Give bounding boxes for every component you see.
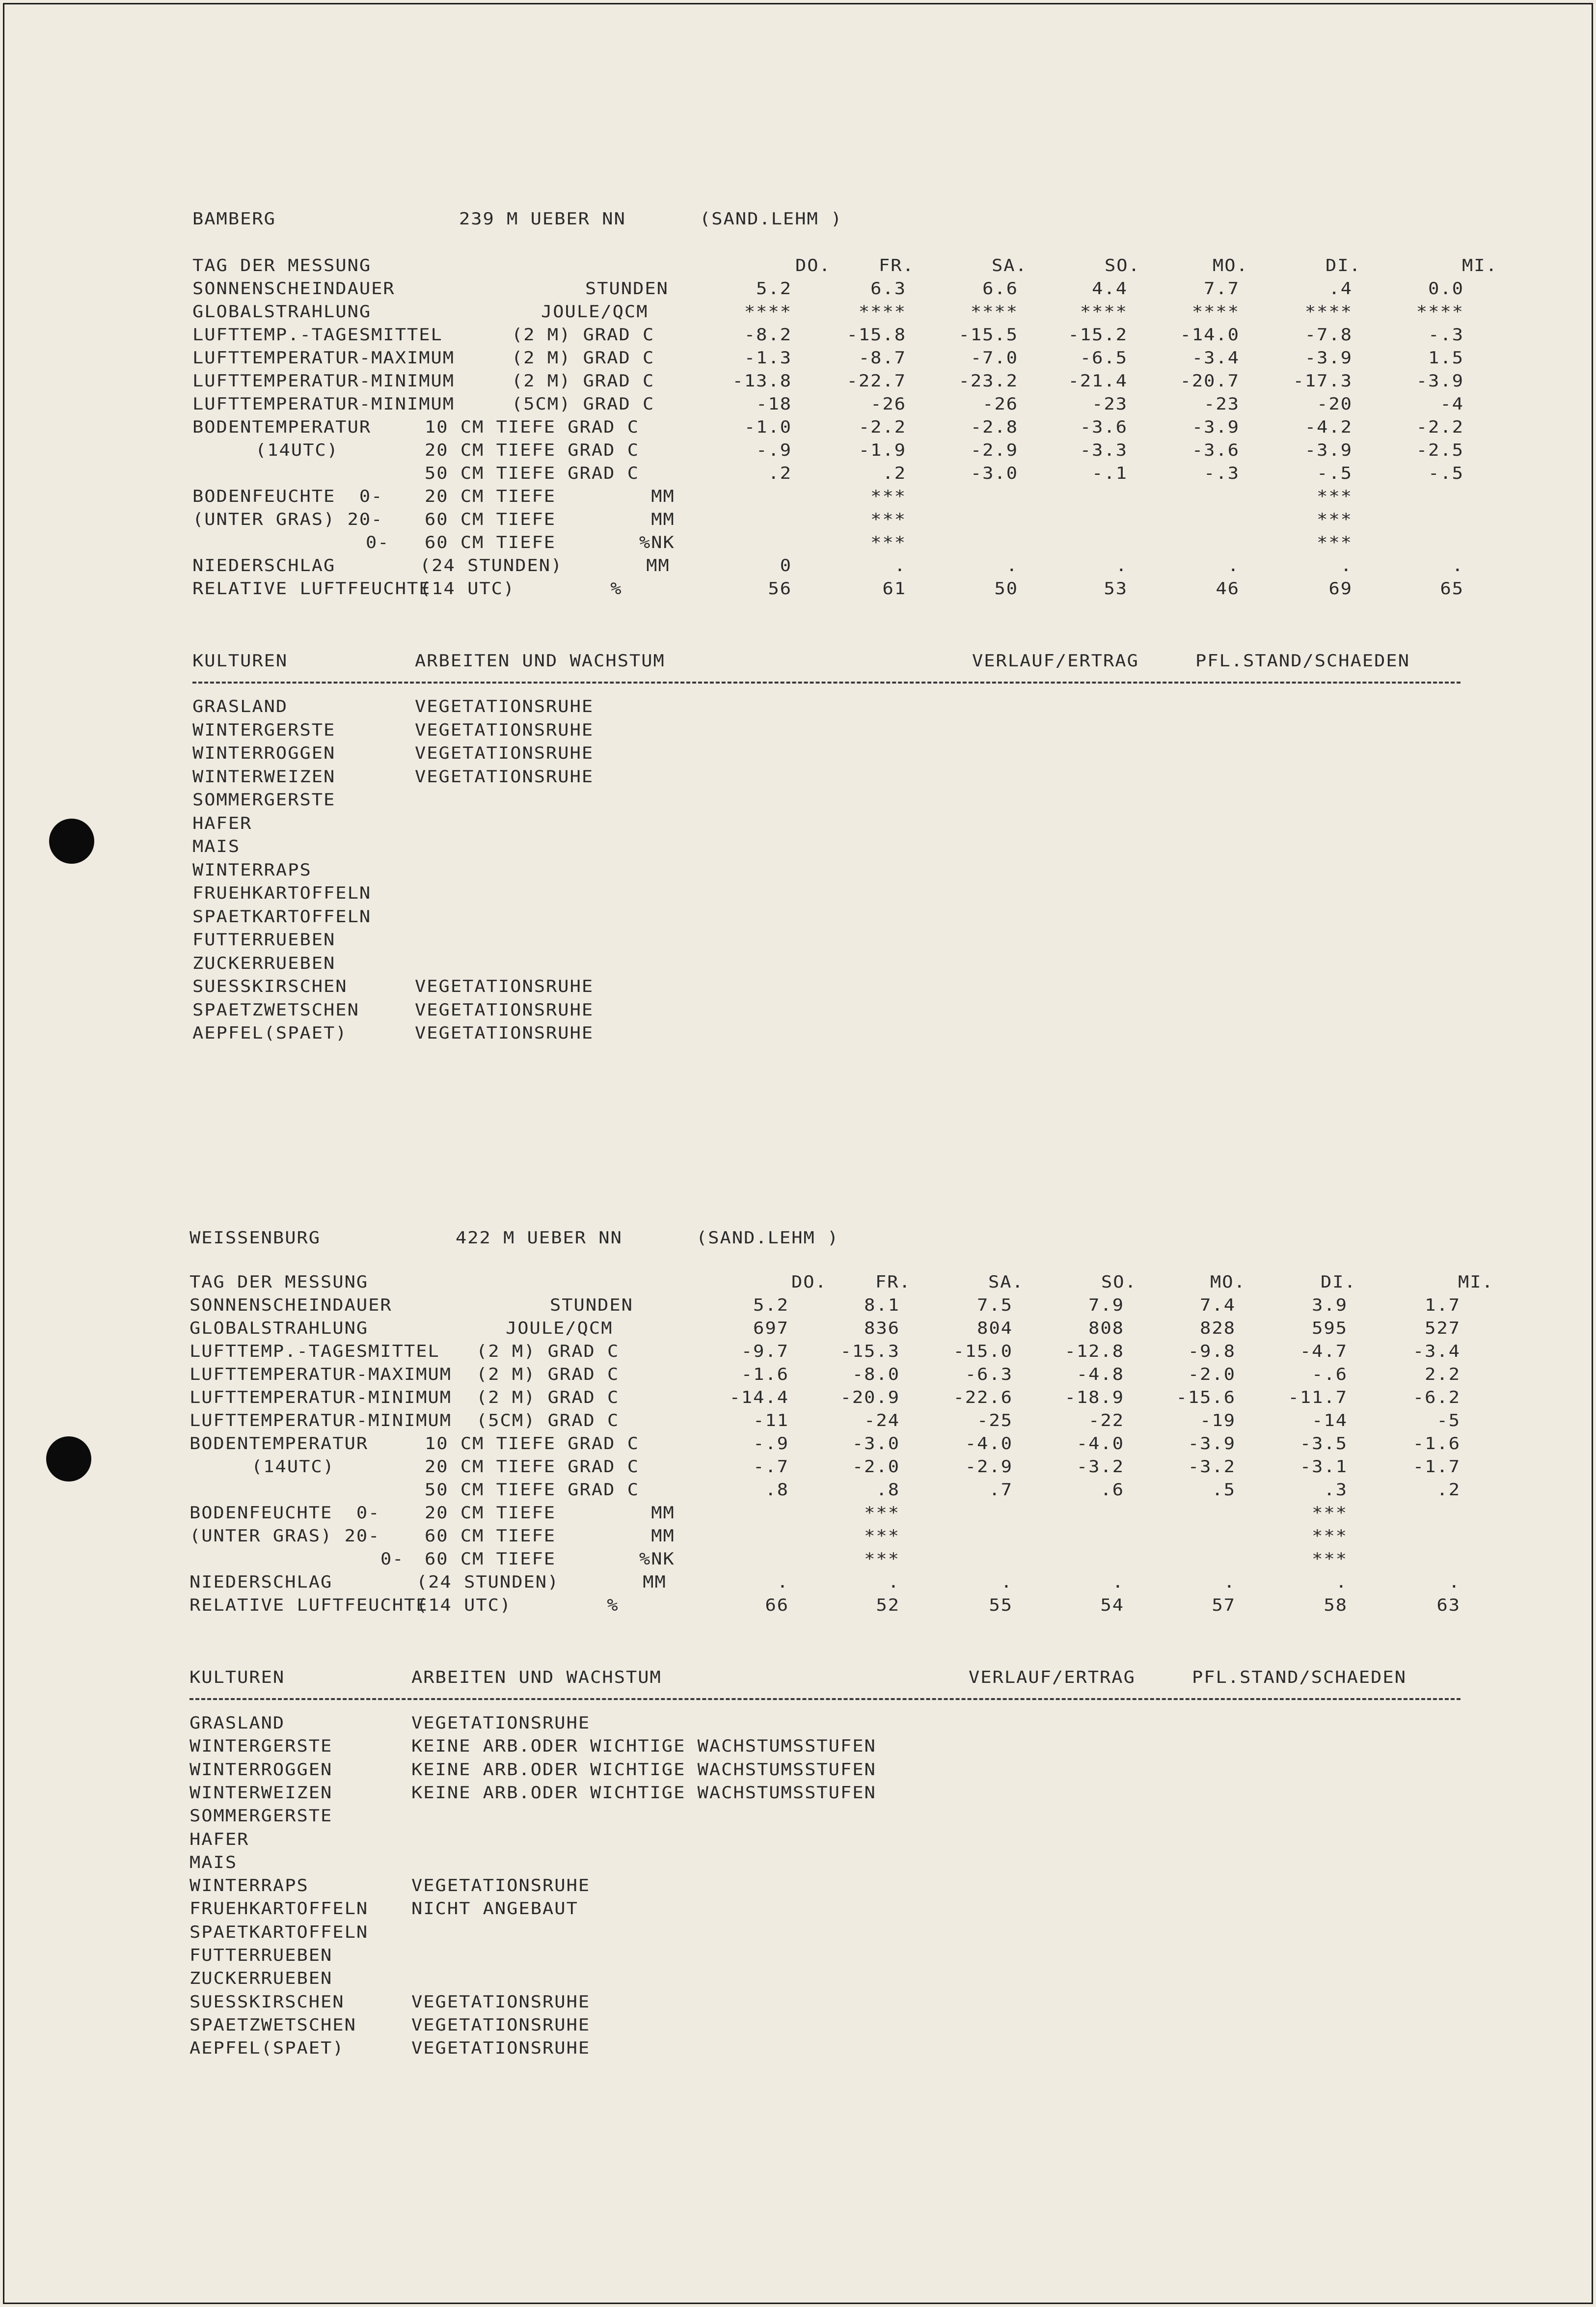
- value-cell: -15.0: [953, 1341, 1013, 1361]
- value-cell: -3.4: [1412, 1341, 1461, 1361]
- row-label: 0-: [366, 532, 390, 552]
- value-cell: -15.6: [1176, 1387, 1236, 1407]
- row-unit: (14 UTC) %: [416, 1595, 619, 1615]
- station-name: BAMBERG: [192, 209, 276, 229]
- row-label: GLOBALSTRAHLUNG: [192, 302, 372, 322]
- row-unit: 50 CM TIEFE GRAD C: [425, 1480, 639, 1500]
- value-cell: -19: [1200, 1410, 1236, 1430]
- row-label: BODENTEMPERATUR: [189, 1433, 369, 1454]
- value-cell: -23: [1204, 394, 1240, 414]
- crops-header-arbeiten: ARBEITEN UND WACHSTUM: [415, 651, 665, 671]
- value-cell: -3.4: [1191, 348, 1240, 368]
- row-unit: 60 CM TIEFE %NK: [425, 532, 675, 552]
- crop-name: FUTTERRUEBEN: [189, 1945, 333, 1965]
- value-cell: -1.6: [1412, 1433, 1461, 1454]
- value-cell: 66: [765, 1595, 789, 1615]
- value-cell: 7.7: [1204, 278, 1240, 299]
- value-cell: ***: [1312, 1503, 1348, 1523]
- value-cell: .: [1335, 1572, 1348, 1592]
- value-cell: -2.9: [970, 440, 1018, 460]
- value-cell: -6.5: [1080, 348, 1128, 368]
- dashed-rule: [189, 1698, 1461, 1700]
- row-unit: 60 CM TIEFE MM: [425, 1526, 675, 1546]
- value-cell: 808: [1088, 1318, 1124, 1338]
- station-name: WEISSENBURG: [189, 1228, 321, 1248]
- row-label: (UNTER GRAS) 20-: [189, 1526, 380, 1546]
- value-cell: -18.9: [1064, 1387, 1124, 1407]
- crops-header-kulturen: KULTUREN: [192, 651, 288, 671]
- value-cell: .: [1340, 555, 1353, 576]
- value-cell: -11.7: [1288, 1387, 1348, 1407]
- crop-name: SOMMERGERSTE: [189, 1806, 333, 1826]
- row-unit: (2 M) GRAD C: [476, 1387, 620, 1407]
- station-soil: (SAND.LEHM ): [700, 209, 843, 229]
- value-cell: 7.9: [1088, 1295, 1124, 1315]
- station-soil: (SAND.LEHM ): [696, 1228, 839, 1248]
- value-cell: ***: [1317, 532, 1353, 552]
- value-cell: -1.6: [741, 1364, 789, 1384]
- value-cell: -.9: [756, 440, 792, 460]
- row-label: GLOBALSTRAHLUNG: [189, 1318, 369, 1338]
- crop-status: VEGETATIONSRUHE: [415, 696, 594, 716]
- crop-status: VEGETATIONSRUHE: [415, 1000, 594, 1019]
- value-cell: -2.0: [852, 1456, 900, 1477]
- value-cell: 50: [994, 578, 1018, 599]
- value-cell: 61: [882, 578, 906, 599]
- crop-name: SPAETKARTOFFELN: [192, 906, 372, 926]
- crops-header-pflstand: PFL.STAND/SCHAEDEN: [1192, 1667, 1407, 1687]
- value-cell: .: [894, 555, 906, 576]
- crop-status: VEGETATIONSRUHE: [415, 767, 594, 786]
- value-cell: .: [1115, 555, 1128, 576]
- row-label: BODENTEMPERATUR: [192, 417, 372, 437]
- value-cell: -.5: [1317, 463, 1353, 483]
- value-cell: -4.0: [1076, 1433, 1124, 1454]
- value-cell: -14.4: [729, 1387, 789, 1407]
- value-cell: -2.8: [970, 417, 1018, 437]
- value-cell: ***: [870, 532, 906, 552]
- value-cell: -4.7: [1299, 1341, 1348, 1361]
- crops-header-verlauf: VERLAUF/ERTRAG: [969, 1667, 1136, 1687]
- row-unit: 60 CM TIEFE MM: [425, 509, 675, 529]
- crop-name: HAFER: [192, 813, 252, 833]
- value-cell: -4.2: [1304, 417, 1353, 437]
- value-cell: -15.5: [958, 325, 1018, 345]
- value-cell: 6.3: [870, 278, 906, 299]
- value-cell: -20.9: [840, 1387, 900, 1407]
- value-cell: -26: [870, 394, 906, 414]
- crop-status: VEGETATIONSRUHE: [411, 1713, 591, 1733]
- day-header-6: MI.: [1458, 1272, 1494, 1292]
- crop-name: HAFER: [189, 1829, 249, 1849]
- day-header-1: FR.: [879, 255, 915, 275]
- value-cell: 56: [768, 578, 792, 599]
- punch-hole-bottom: [46, 1436, 91, 1482]
- day-header-4: MO.: [1210, 1272, 1246, 1292]
- value-cell: 8.1: [864, 1295, 900, 1315]
- crop-status: NICHT ANGEBAUT: [411, 1899, 578, 1919]
- crop-name: MAIS: [189, 1852, 238, 1872]
- row-label: (UNTER GRAS) 20-: [192, 509, 383, 529]
- row-label: LUFTTEMP.-TAGESMITTEL: [192, 325, 443, 345]
- value-cell: 836: [864, 1318, 900, 1338]
- row-label: LUFTTEMPERATUR-MINIMUM: [192, 394, 455, 414]
- row-unit: (24 STUNDEN) MM: [416, 1572, 667, 1592]
- value-cell: -25: [977, 1410, 1013, 1430]
- value-cell: .8: [876, 1480, 900, 1500]
- value-cell: -14: [1312, 1410, 1348, 1430]
- value-cell: 804: [977, 1318, 1013, 1338]
- row-unit: JOULE/QCM: [506, 1318, 613, 1338]
- value-cell: -2.5: [1416, 440, 1464, 460]
- value-cell: -3.2: [1076, 1456, 1124, 1477]
- row-label: BODENFEUCHTE 0-: [189, 1503, 380, 1523]
- value-cell: 7.4: [1200, 1295, 1236, 1315]
- crop-name: MAIS: [192, 836, 241, 856]
- value-cell: -3.6: [1080, 417, 1128, 437]
- value-cell: ****: [744, 302, 792, 322]
- day-header-2: SA.: [992, 255, 1028, 275]
- value-cell: -9.8: [1188, 1341, 1236, 1361]
- value-cell: -1.0: [744, 417, 792, 437]
- value-cell: -3.9: [1304, 348, 1353, 368]
- value-cell: -11: [753, 1410, 789, 1430]
- value-cell: -1.3: [744, 348, 792, 368]
- row-unit: STUNDEN: [585, 278, 669, 299]
- value-cell: 58: [1324, 1595, 1348, 1615]
- value-cell: -3.9: [1304, 440, 1353, 460]
- crop-status: KEINE ARB.ODER WICHTIGE WACHSTUMSSTUFEN: [411, 1783, 876, 1803]
- value-cell: 55: [989, 1595, 1013, 1615]
- value-cell: -22: [1088, 1410, 1124, 1430]
- value-cell: 2.2: [1425, 1364, 1461, 1384]
- value-cell: -21.4: [1068, 371, 1128, 391]
- value-cell: .: [1448, 1572, 1461, 1592]
- crop-status: VEGETATIONSRUHE: [415, 976, 594, 996]
- crops-header-verlauf: VERLAUF/ERTRAG: [972, 651, 1139, 671]
- crop-name: FRUEHKARTOFFELN: [192, 883, 372, 903]
- value-cell: -3.2: [1188, 1456, 1236, 1477]
- value-cell: -4.0: [965, 1433, 1013, 1454]
- crop-name: WINTERGERSTE: [189, 1736, 333, 1756]
- value-cell: -3.9: [1191, 417, 1240, 437]
- crop-name: FRUEHKARTOFFELN: [189, 1899, 369, 1919]
- row-label: BODENFEUCHTE 0-: [192, 486, 383, 506]
- value-cell: -.3: [1428, 325, 1464, 345]
- value-cell: -24: [864, 1410, 900, 1430]
- value-cell: ****: [1304, 302, 1353, 322]
- day-header-5: DI.: [1321, 1272, 1356, 1292]
- crop-name: SUESSKIRSCHEN: [189, 1992, 345, 2012]
- value-cell: -3.3: [1080, 440, 1128, 460]
- value-cell: -4: [1440, 394, 1464, 414]
- row-label: 0-: [380, 1549, 405, 1569]
- value-cell: -7.0: [970, 348, 1018, 368]
- row-unit: 20 CM TIEFE MM: [425, 486, 675, 506]
- row-label: LUFTTEMPERATUR-MAXIMUM: [189, 1364, 452, 1384]
- row-unit: (2 M) GRAD C: [512, 325, 655, 345]
- crop-name: SUESSKIRSCHEN: [192, 976, 348, 996]
- value-cell: 63: [1436, 1595, 1461, 1615]
- value-cell: -15.2: [1068, 325, 1128, 345]
- value-cell: ***: [1317, 486, 1353, 506]
- row-unit: 20 CM TIEFE GRAD C: [425, 1456, 639, 1477]
- value-cell: 4.4: [1092, 278, 1128, 299]
- value-cell: ****: [970, 302, 1018, 322]
- value-cell: -18: [756, 394, 792, 414]
- value-cell: 0: [780, 555, 792, 576]
- value-cell: -.3: [1204, 463, 1240, 483]
- crop-name: ZUCKERRUEBEN: [192, 953, 336, 973]
- crops-header-pflstand: PFL.STAND/SCHAEDEN: [1195, 651, 1410, 671]
- day-header-0: DO.: [791, 1272, 827, 1292]
- value-cell: .: [888, 1572, 900, 1592]
- value-cell: -6.3: [965, 1364, 1013, 1384]
- row-unit: 50 CM TIEFE GRAD C: [425, 463, 639, 483]
- crop-status: VEGETATIONSRUHE: [411, 2038, 591, 2058]
- row-label: NIEDERSCHLAG: [192, 555, 336, 576]
- crop-name: WINTERWEIZEN: [189, 1783, 333, 1803]
- day-header-3: SO.: [1105, 255, 1140, 275]
- value-cell: -2.2: [858, 417, 906, 437]
- value-cell: -.9: [753, 1433, 789, 1454]
- crop-name: WINTERWEIZEN: [192, 767, 336, 786]
- value-cell: -7.8: [1304, 325, 1353, 345]
- row-label: LUFTTEMP.-TAGESMITTEL: [189, 1341, 440, 1361]
- value-cell: -2.9: [965, 1456, 1013, 1477]
- value-cell: -2.2: [1416, 417, 1464, 437]
- row-unit: 20 CM TIEFE MM: [425, 1503, 675, 1523]
- crop-name: AEPFEL(SPAET): [189, 2038, 345, 2058]
- day-header-4: MO.: [1213, 255, 1248, 275]
- value-cell: -23.2: [958, 371, 1018, 391]
- value-cell: -8.0: [852, 1364, 900, 1384]
- row-label: (14UTC): [251, 1456, 335, 1477]
- value-cell: .: [1006, 555, 1018, 576]
- row-unit: (2 M) GRAD C: [512, 371, 655, 391]
- crop-status: VEGETATIONSRUHE: [415, 1023, 594, 1043]
- days-label: TAG DER MESSUNG: [189, 1272, 369, 1292]
- crop-status: VEGETATIONSRUHE: [415, 720, 594, 740]
- value-cell: -.5: [1428, 463, 1464, 483]
- crop-name: FUTTERRUEBEN: [192, 930, 336, 950]
- row-label: LUFTTEMPERATUR-MINIMUM: [189, 1410, 452, 1430]
- value-cell: .2: [768, 463, 792, 483]
- value-cell: 54: [1100, 1595, 1124, 1615]
- row-unit: 60 CM TIEFE %NK: [425, 1549, 675, 1569]
- value-cell: ***: [1312, 1549, 1348, 1569]
- value-cell: 46: [1216, 578, 1240, 599]
- row-label: NIEDERSCHLAG: [189, 1572, 333, 1592]
- value-cell: ***: [870, 486, 906, 506]
- value-cell: -1.7: [1412, 1456, 1461, 1477]
- value-cell: 5.2: [756, 278, 792, 299]
- value-cell: -22.7: [846, 371, 906, 391]
- row-unit: 10 CM TIEFE GRAD C: [425, 417, 639, 437]
- value-cell: 3.9: [1312, 1295, 1348, 1315]
- value-cell: -1.9: [858, 440, 906, 460]
- value-cell: -3.9: [1188, 1433, 1236, 1454]
- value-cell: .: [1227, 555, 1240, 576]
- crop-name: GRASLAND: [192, 696, 288, 716]
- crop-name: GRASLAND: [189, 1713, 285, 1733]
- crop-status: KEINE ARB.ODER WICHTIGE WACHSTUMSSTUFEN: [411, 1759, 876, 1780]
- value-cell: .2: [882, 463, 906, 483]
- value-cell: -20.7: [1180, 371, 1240, 391]
- value-cell: 6.6: [982, 278, 1018, 299]
- row-label: LUFTTEMPERATUR-MINIMUM: [189, 1387, 452, 1407]
- value-cell: .7: [989, 1480, 1013, 1500]
- value-cell: .8: [765, 1480, 789, 1500]
- value-cell: 7.5: [977, 1295, 1013, 1315]
- value-cell: -22.6: [953, 1387, 1013, 1407]
- value-cell: -8.7: [858, 348, 906, 368]
- value-cell: 1.5: [1428, 348, 1464, 368]
- row-unit: JOULE/QCM: [541, 302, 649, 322]
- value-cell: ****: [1080, 302, 1128, 322]
- row-unit: (5CM) GRAD C: [512, 394, 655, 414]
- row-label: SONNENSCHEINDAUER: [192, 278, 395, 299]
- row-label: RELATIVE LUFTFEUCHTE: [189, 1595, 428, 1615]
- value-cell: -5: [1436, 1410, 1461, 1430]
- value-cell: -15.8: [846, 325, 906, 345]
- row-unit: 20 CM TIEFE GRAD C: [425, 440, 639, 460]
- crops-header-kulturen: KULTUREN: [189, 1667, 285, 1687]
- value-cell: ***: [1317, 509, 1353, 529]
- day-header-2: SA.: [988, 1272, 1024, 1292]
- row-label: (14UTC): [255, 440, 339, 460]
- crop-name: WINTERROGGEN: [192, 743, 336, 763]
- row-label: LUFTTEMPERATUR-MAXIMUM: [192, 348, 455, 368]
- value-cell: -3.5: [1299, 1433, 1348, 1454]
- value-cell: -.7: [753, 1456, 789, 1477]
- value-cell: -9.7: [741, 1341, 789, 1361]
- value-cell: ***: [870, 509, 906, 529]
- crop-status: VEGETATIONSRUHE: [411, 1992, 591, 2012]
- value-cell: 53: [1104, 578, 1128, 599]
- value-cell: -20: [1317, 394, 1353, 414]
- station-elevation: 422 M UEBER NN: [456, 1228, 622, 1248]
- crop-name: WINTERROGGEN: [189, 1759, 333, 1780]
- value-cell: -2.0: [1188, 1364, 1236, 1384]
- value-cell: ***: [1312, 1526, 1348, 1546]
- value-cell: -.6: [1312, 1364, 1348, 1384]
- row-unit: (14 UTC) %: [420, 578, 622, 599]
- crop-name: SOMMERGERSTE: [192, 790, 336, 810]
- value-cell: -3.9: [1416, 371, 1464, 391]
- value-cell: ****: [1416, 302, 1464, 322]
- value-cell: 57: [1212, 1595, 1236, 1615]
- row-label: RELATIVE LUFTFEUCHTE: [192, 578, 431, 599]
- crop-name: ZUCKERRUEBEN: [189, 1969, 333, 1988]
- value-cell: -3.0: [852, 1433, 900, 1454]
- value-cell: 0.0: [1428, 278, 1464, 299]
- row-unit: STUNDEN: [550, 1295, 633, 1315]
- value-cell: 527: [1425, 1318, 1461, 1338]
- value-cell: .2: [1436, 1480, 1461, 1500]
- crop-status: VEGETATIONSRUHE: [411, 2015, 591, 2035]
- day-header-0: DO.: [795, 255, 831, 275]
- value-cell: -15.3: [840, 1341, 900, 1361]
- value-cell: ****: [1191, 302, 1240, 322]
- station-elevation: 239 M UEBER NN: [459, 209, 626, 229]
- value-cell: ***: [864, 1526, 900, 1546]
- row-label: LUFTTEMPERATUR-MINIMUM: [192, 371, 455, 391]
- value-cell: 69: [1328, 578, 1353, 599]
- row-label: SONNENSCHEINDAUER: [189, 1295, 392, 1315]
- value-cell: 828: [1200, 1318, 1236, 1338]
- day-header-5: DI.: [1325, 255, 1361, 275]
- value-cell: -.1: [1092, 463, 1128, 483]
- value-cell: -14.0: [1180, 325, 1240, 345]
- row-unit: (24 STUNDEN) MM: [420, 555, 670, 576]
- crop-name: WINTERRAPS: [189, 1876, 309, 1895]
- value-cell: .: [1452, 555, 1464, 576]
- crop-name: AEPFEL(SPAET): [192, 1023, 348, 1043]
- value-cell: ***: [864, 1549, 900, 1569]
- day-header-6: MI.: [1462, 255, 1498, 275]
- value-cell: ***: [864, 1503, 900, 1523]
- crop-status: KEINE ARB.ODER WICHTIGE WACHSTUMSSTUFEN: [411, 1736, 876, 1756]
- value-cell: 52: [876, 1595, 900, 1615]
- value-cell: .: [777, 1572, 789, 1592]
- value-cell: ****: [858, 302, 906, 322]
- crop-name: SPAETKARTOFFELN: [189, 1922, 369, 1942]
- value-cell: 1.7: [1425, 1295, 1461, 1315]
- crop-name: SPAETZWETSCHEN: [192, 1000, 359, 1019]
- value-cell: 65: [1440, 578, 1464, 599]
- value-cell: -13.8: [732, 371, 792, 391]
- value-cell: .: [1112, 1572, 1124, 1592]
- value-cell: .: [1001, 1572, 1013, 1592]
- value-cell: -12.8: [1064, 1341, 1124, 1361]
- row-unit: 10 CM TIEFE GRAD C: [425, 1433, 639, 1454]
- value-cell: 697: [753, 1318, 789, 1338]
- value-cell: -26: [982, 394, 1018, 414]
- value-cell: 595: [1312, 1318, 1348, 1338]
- value-cell: -17.3: [1293, 371, 1353, 391]
- day-header-3: SO.: [1101, 1272, 1137, 1292]
- value-cell: .5: [1212, 1480, 1236, 1500]
- value-cell: .4: [1328, 278, 1353, 299]
- days-label: TAG DER MESSUNG: [192, 255, 372, 275]
- value-cell: .6: [1100, 1480, 1124, 1500]
- value-cell: -3.0: [970, 463, 1018, 483]
- value-cell: -8.2: [744, 325, 792, 345]
- row-unit: (2 M) GRAD C: [476, 1341, 620, 1361]
- crop-status: VEGETATIONSRUHE: [415, 743, 594, 763]
- crop-status: VEGETATIONSRUHE: [411, 1876, 591, 1895]
- value-cell: -3.1: [1299, 1456, 1348, 1477]
- row-unit: (2 M) GRAD C: [512, 348, 655, 368]
- value-cell: -4.8: [1076, 1364, 1124, 1384]
- day-header-1: FR.: [875, 1272, 911, 1292]
- value-cell: -6.2: [1412, 1387, 1461, 1407]
- row-unit: (2 M) GRAD C: [476, 1364, 620, 1384]
- value-cell: -23: [1092, 394, 1128, 414]
- value-cell: .: [1223, 1572, 1236, 1592]
- crop-name: SPAETZWETSCHEN: [189, 2015, 356, 2035]
- crops-header-arbeiten: ARBEITEN UND WACHSTUM: [411, 1667, 662, 1687]
- value-cell: .3: [1324, 1480, 1348, 1500]
- row-unit: (5CM) GRAD C: [476, 1410, 620, 1430]
- value-cell: -3.6: [1191, 440, 1240, 460]
- value-cell: 5.2: [753, 1295, 789, 1315]
- crop-name: WINTERGERSTE: [192, 720, 336, 740]
- crop-name: WINTERRAPS: [192, 860, 312, 879]
